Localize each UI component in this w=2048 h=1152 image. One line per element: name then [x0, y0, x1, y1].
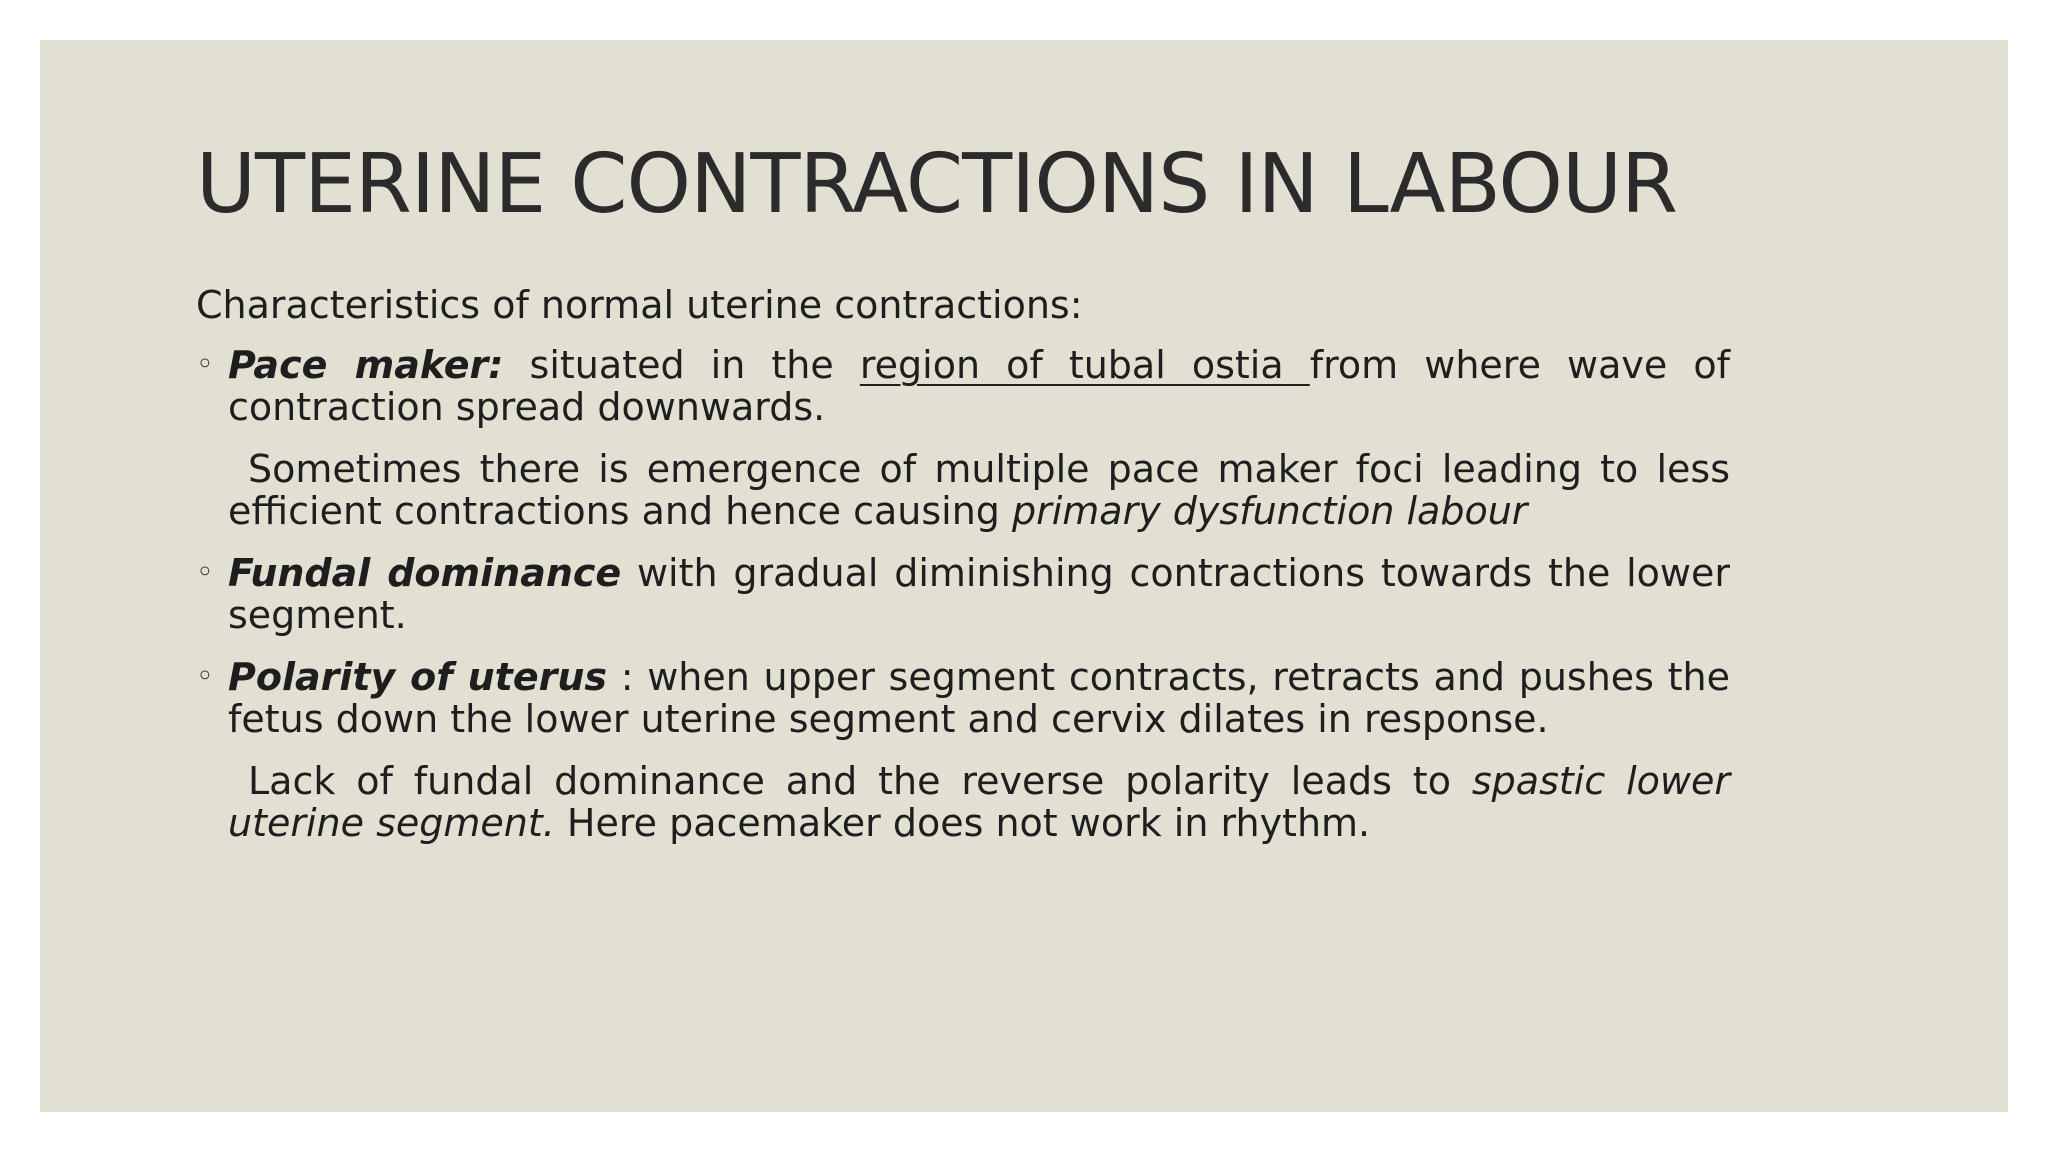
fundal-dominance-text: with gradual diminishing contractions towards the lower segment.: [228, 551, 1731, 637]
term-polarity-of-uterus: Polarity of uterus: [228, 655, 608, 699]
note-spastic-italic: spastic lower uterine segment.: [228, 759, 1730, 845]
note-multiple-pacemaker-text: Sometimes there is emergence of multiple pace maker foci leading to less efficient contractions and hence causing: [228, 447, 1730, 533]
term-pace-maker: Pace maker:: [228, 343, 504, 387]
bullet-icon: ◦: [196, 347, 214, 382]
list-item-polarity: [196, 656, 1730, 740]
list-item-pace-maker: [196, 344, 1730, 428]
list-item-fundal-dominance: [196, 552, 1730, 636]
bullet-icon: ◦: [196, 555, 214, 590]
term-fundal-dominance: Fundal dominance: [228, 551, 622, 595]
slide: [40, 40, 2008, 1112]
intro-text: Characteristics of normal uterine contractions:: [196, 283, 1083, 327]
polarity-text: : when upper segment contracts, retracts and pushes the fetus down the lower uterine segment and cervix dilates in response.: [228, 655, 1731, 741]
note-spastic-text-after: Here pacemaker does not work in rhythm.: [554, 801, 1371, 845]
bullet-icon: ◦: [196, 659, 214, 694]
note-spastic-text: Lack of fundal dominance and the reverse polarity leads to: [248, 759, 1472, 803]
pace-maker-text-before: situated in the: [503, 343, 860, 387]
slide-body: [196, 284, 1730, 864]
underlined-region-text: region of tubal ostia: [859, 343, 1310, 387]
note-multiple-pacemaker-italic: primary dysfunction labour: [1011, 489, 1528, 533]
pace-maker-text-after: from where wave of contraction spread downwards.: [228, 343, 1730, 429]
note-spastic-lower-segment: [196, 760, 1730, 844]
note-multiple-pacemaker: [196, 448, 1730, 532]
slide-title: UTERINE CONTRACTIONS IN LABOUR: [196, 137, 1677, 232]
